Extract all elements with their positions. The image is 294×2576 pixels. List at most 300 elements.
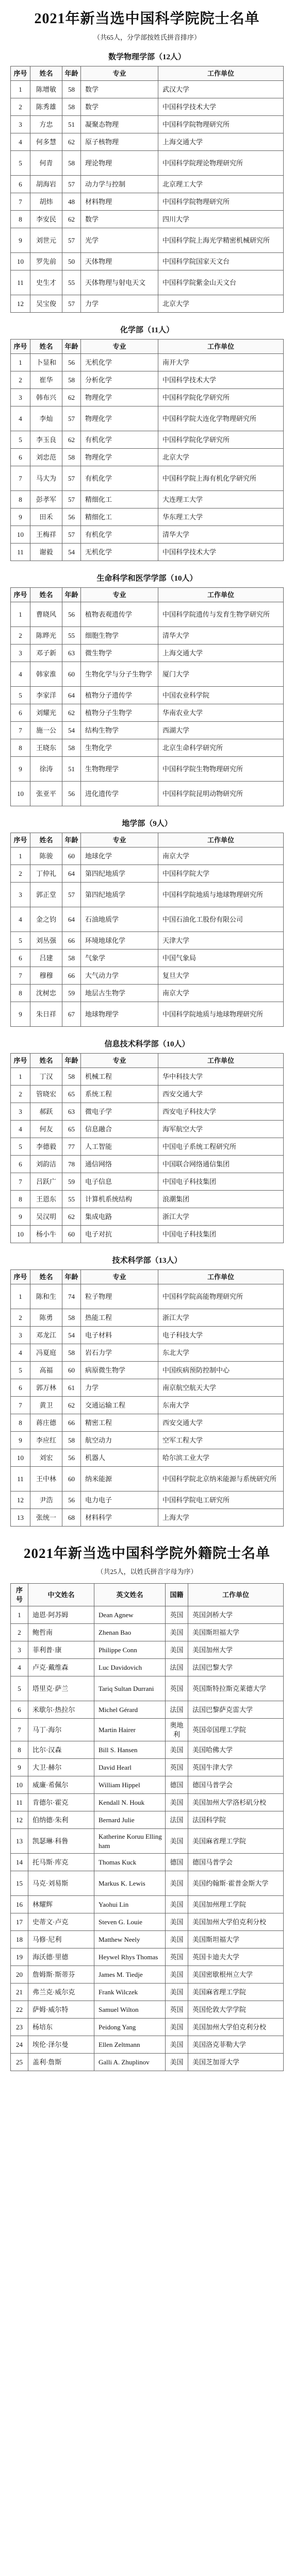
- header-idx: 序号: [11, 1270, 30, 1284]
- cell-unit: 华东理工大学: [158, 509, 284, 526]
- cell-idx: 15: [11, 1871, 28, 1896]
- cell-field: 力学: [81, 1379, 158, 1397]
- table-row: [11, 295, 284, 313]
- cell-name: 王恩东: [30, 1191, 62, 1208]
- cell-age: 55: [62, 270, 81, 295]
- cell-age: 64: [62, 687, 81, 704]
- cell-field: 计算机系统结构: [81, 1191, 158, 1208]
- cell-idx: 21: [11, 1984, 28, 2001]
- department-section: [10, 818, 284, 1027]
- cell-unit: 浙江大学: [158, 1208, 284, 1226]
- cell-unit: 中国科学院地质与地球物理研究所: [158, 1002, 284, 1027]
- cell-idx: 14: [11, 1854, 28, 1871]
- cell-name: 曹晓风: [30, 602, 62, 627]
- cell-ename: James M. Tiedje: [94, 1966, 166, 1984]
- cell-idx: 6: [11, 176, 30, 193]
- table-header-row: [11, 1270, 284, 1284]
- department-title: 地学部（9人）: [122, 820, 172, 828]
- cell-age: 51: [62, 116, 81, 133]
- cell-unit: 美国加州理工学院: [188, 1896, 284, 1913]
- cell-unit: 德国马普学会: [188, 1776, 284, 1794]
- cell-unit: 中国科学院高能物理研究所: [158, 1284, 284, 1309]
- cell-field: 岩石力学: [81, 1344, 158, 1362]
- cell-unit: 美国洛克菲勒大学: [188, 2036, 284, 2054]
- cell-idx: 11: [11, 544, 30, 561]
- cell-idx: 18: [11, 1931, 28, 1948]
- table-row: [11, 151, 284, 176]
- cell-age: 56: [62, 509, 81, 526]
- cell-unit: 清华大学: [158, 526, 284, 544]
- cell-unit: 北京大学: [158, 295, 284, 313]
- header-field: 专业: [81, 340, 158, 354]
- cell-unit: 中国科学院昆明动物研究所: [158, 782, 284, 806]
- cell-name: 王晓东: [30, 739, 62, 757]
- cell-unit: 厦门大学: [158, 662, 284, 687]
- cell-unit: 美国斯坦福大学: [188, 1624, 284, 1641]
- cell-unit: 英国伦敦大学学院: [188, 2001, 284, 2019]
- header-unit: 工作单位: [158, 66, 284, 81]
- page-subtitle: （共65人，分学部按姓氏拼音排序）: [93, 33, 201, 41]
- table-row: [11, 687, 284, 704]
- cell-unit: 中国科学院物理研究所: [158, 116, 284, 133]
- header-unit: 工作单位: [158, 1054, 284, 1068]
- cell-name: 陈骏: [30, 848, 62, 865]
- cell-name: 吕建: [30, 950, 62, 967]
- header-age: 年龄: [62, 833, 81, 848]
- cell-field: 地球化学: [81, 848, 158, 865]
- header-field: 专业: [81, 833, 158, 848]
- cell-age: 56: [62, 354, 81, 371]
- cell-ename: Zhenan Bao: [94, 1624, 166, 1641]
- cell-country: 奥地利: [166, 1719, 188, 1741]
- cell-idx: 2: [11, 1309, 30, 1327]
- cell-idx: 9: [11, 228, 30, 253]
- cell-field: 电力电子: [81, 1492, 158, 1509]
- table-row: [11, 627, 284, 645]
- cell-age: 56: [62, 782, 81, 806]
- header-unit: 工作单位: [158, 340, 284, 354]
- table-row: [11, 406, 284, 431]
- cell-unit: 中国农业科学院: [158, 687, 284, 704]
- table-row: [11, 1138, 284, 1156]
- cell-idx: 4: [11, 907, 30, 932]
- cell-idx: 3: [11, 1641, 28, 1659]
- cell-field: 纳米能源: [81, 1467, 158, 1492]
- header-field: 专业: [81, 66, 158, 81]
- cell-field: 交通运输工程: [81, 1397, 158, 1414]
- cell-name: 田禾: [30, 509, 62, 526]
- cell-name: 张亚平: [30, 782, 62, 806]
- foreign-header-row: [11, 1584, 284, 1606]
- cell-name: 沈树忠: [30, 985, 62, 1002]
- table-row: [11, 757, 284, 782]
- cell-cname: 马丁·海尔: [28, 1719, 94, 1741]
- table-row: [11, 81, 284, 98]
- cell-unit: 美国加州大学伯克利分校: [188, 2019, 284, 2036]
- department-table: [10, 587, 284, 806]
- table-row: [11, 1741, 284, 1759]
- cell-idx: 5: [11, 1138, 30, 1156]
- header-unit: 工作单位: [158, 833, 284, 848]
- header-name: 姓名: [30, 1054, 62, 1068]
- cell-idx: 2: [11, 98, 30, 116]
- table-row: [11, 865, 284, 883]
- table-row: [11, 1432, 284, 1449]
- cell-idx: 2: [11, 1624, 28, 1641]
- cell-idx: 4: [11, 1121, 30, 1138]
- cell-age: 60: [62, 1226, 81, 1243]
- cell-country: 美国: [166, 1966, 188, 1984]
- cell-idx: 1: [11, 81, 30, 98]
- cell-idx: 8: [11, 739, 30, 757]
- cell-field: 植物表观遗传学: [81, 602, 158, 627]
- table-row: [11, 1896, 284, 1913]
- cell-name: 陈增敏: [30, 81, 62, 98]
- cell-age: 67: [62, 1002, 81, 1027]
- cell-country: 英国: [166, 1948, 188, 1966]
- cell-cname: 海沃德·里德: [28, 1948, 94, 1966]
- cell-field: 天体物理: [81, 253, 158, 270]
- cell-age: 62: [62, 1208, 81, 1226]
- cell-field: 数学: [81, 211, 158, 228]
- cell-ename: Thomas Kuck: [94, 1854, 166, 1871]
- cell-age: 59: [62, 985, 81, 1002]
- table-row: [11, 1624, 284, 1641]
- table-row: [11, 509, 284, 526]
- table-row: [11, 1984, 284, 2001]
- cell-field: 物理化学: [81, 389, 158, 406]
- cell-unit: 中国科学院大连化学物理研究所: [158, 406, 284, 431]
- cell-cname: 林耀辉: [28, 1896, 94, 1913]
- header-ename: 英文姓名: [94, 1584, 166, 1606]
- cell-cname: 凯瑟琳·科鲁: [28, 1829, 94, 1854]
- cell-idx: 6: [11, 1379, 30, 1397]
- cell-age: 57: [62, 466, 81, 491]
- cell-field: 光学: [81, 228, 158, 253]
- cell-age: 57: [62, 406, 81, 431]
- cell-name: 何青: [30, 151, 62, 176]
- cell-ename: Bill S. Hansen: [94, 1741, 166, 1759]
- cell-unit: 美国芝加哥大学: [188, 2054, 284, 2071]
- cell-ename: Luc Davidovich: [94, 1659, 166, 1676]
- cell-name: 丁仲礼: [30, 865, 62, 883]
- cell-unit: 中国电子科技集团: [158, 1226, 284, 1243]
- table-row: [11, 662, 284, 687]
- table-row: [11, 2001, 284, 2019]
- cell-name: 杨小牛: [30, 1226, 62, 1243]
- cell-field: 生物化学: [81, 739, 158, 757]
- department-table: [10, 66, 284, 313]
- cell-age: 58: [62, 371, 81, 389]
- cell-age: 50: [62, 253, 81, 270]
- cell-name: 郝跃: [30, 1103, 62, 1121]
- cell-country: 美国: [166, 2054, 188, 2071]
- cell-ename: Philippe Conn: [94, 1641, 166, 1659]
- cell-name: 谢毅: [30, 544, 62, 561]
- cell-unit: 中国科学院国家天文台: [158, 253, 284, 270]
- table-row: [11, 1871, 284, 1896]
- cell-unit: 英国斯特拉斯克莱德大学: [188, 1676, 284, 1701]
- cell-idx: 10: [11, 253, 30, 270]
- cell-cname: 杨培东: [28, 2019, 94, 2036]
- cell-age: 77: [62, 1138, 81, 1156]
- table-row: [11, 1156, 284, 1173]
- table-row: [11, 1913, 284, 1931]
- cell-name: 马大为: [30, 466, 62, 491]
- table-row: [11, 1002, 284, 1027]
- department-section: [10, 324, 284, 561]
- cell-idx: 5: [11, 932, 30, 950]
- cell-field: 航空动力: [81, 1432, 158, 1449]
- cell-unit: 中国科学院地质与地球物理研究所: [158, 883, 284, 907]
- table-row: [11, 907, 284, 932]
- cell-unit: 中国科学院上海光学精密机械研究所: [158, 228, 284, 253]
- departments-container: [10, 51, 284, 1527]
- cell-age: 65: [62, 1121, 81, 1138]
- cell-field: 微电子学: [81, 1103, 158, 1121]
- table-row: [11, 1208, 284, 1226]
- cell-name: 李安民: [30, 211, 62, 228]
- cell-unit: 天津大学: [158, 932, 284, 950]
- table-row: [11, 116, 284, 133]
- cell-field: 电子对抗: [81, 1226, 158, 1243]
- cell-idx: 9: [11, 1208, 30, 1226]
- header-idx: 序号: [11, 588, 30, 602]
- cell-unit: 大连理工大学: [158, 491, 284, 509]
- table-header-row: [11, 588, 284, 602]
- header-unit: 工作单位: [188, 1584, 284, 1606]
- cell-idx: 4: [11, 662, 30, 687]
- cell-field: 有机化学: [81, 526, 158, 544]
- cell-age: 58: [62, 449, 81, 466]
- table-row: [11, 466, 284, 491]
- cell-unit: 美国加州大学洛杉矶分校: [188, 1794, 284, 1811]
- cell-age: 58: [62, 950, 81, 967]
- cell-age: 58: [62, 81, 81, 98]
- cell-age: 51: [62, 757, 81, 782]
- cell-field: 地层古生物学: [81, 985, 158, 1002]
- cell-field: 精密工程: [81, 1414, 158, 1432]
- table-row: [11, 449, 284, 466]
- cell-age: 58: [62, 1344, 81, 1362]
- cell-idx: 7: [11, 722, 30, 739]
- cell-idx: 9: [11, 1002, 30, 1027]
- table-row: [11, 1068, 284, 1086]
- table-row: [11, 431, 284, 449]
- cell-field: 热能工程: [81, 1309, 158, 1327]
- cell-field: 集成电路: [81, 1208, 158, 1226]
- cell-field: 进化遗传学: [81, 782, 158, 806]
- department-title: 生命科学和医学学部（10人）: [96, 574, 198, 583]
- cell-idx: 8: [11, 1741, 28, 1759]
- cell-idx: 13: [11, 1509, 30, 1527]
- cell-country: 美国: [166, 1794, 188, 1811]
- cell-unit: 中国石油化工股份有限公司: [158, 907, 284, 932]
- cell-age: 62: [62, 211, 81, 228]
- cell-field: 材料科学: [81, 1509, 158, 1527]
- cell-name: 李灿: [30, 406, 62, 431]
- cell-unit: 浙江大学: [158, 1309, 284, 1327]
- foreign-title: 2021年新当选中国科学院外籍院士名单: [24, 1546, 270, 1561]
- cell-idx: 8: [11, 1191, 30, 1208]
- table-row: [11, 985, 284, 1002]
- cell-cname: 托马斯·库克: [28, 1854, 94, 1871]
- table-row: [11, 602, 284, 627]
- table-row: [11, 1414, 284, 1432]
- cell-country: 美国: [166, 1913, 188, 1931]
- cell-country: 美国: [166, 1641, 188, 1659]
- cell-ename: Martin Hairer: [94, 1719, 166, 1741]
- cell-field: 第四纪地质学: [81, 865, 158, 883]
- cell-cname: 萨姆·威尔特: [28, 2001, 94, 2019]
- cell-idx: 7: [11, 1173, 30, 1191]
- table-row: [11, 1931, 284, 1948]
- header-idx: 序号: [11, 340, 30, 354]
- cell-name: 罗先前: [30, 253, 62, 270]
- cell-country: 英国: [166, 1676, 188, 1701]
- cell-idx: 1: [11, 848, 30, 865]
- cell-idx: 8: [11, 1414, 30, 1432]
- table-row: [11, 1103, 284, 1121]
- cell-unit: 中国科学院紫金山天文台: [158, 270, 284, 295]
- header-age: 年龄: [62, 1054, 81, 1068]
- cell-name: 刘韵洁: [30, 1156, 62, 1173]
- table-row: [11, 1492, 284, 1509]
- cell-unit: 华中科技大学: [158, 1068, 284, 1086]
- table-row: [11, 371, 284, 389]
- cell-cname: 卢克·戴维森: [28, 1659, 94, 1676]
- cell-idx: 7: [11, 466, 30, 491]
- cell-country: 法国: [166, 1659, 188, 1676]
- cell-cname: 大卫·赫尔: [28, 1759, 94, 1776]
- foreign-subtitle: （共25人，以姓氏拼音字母为序）: [96, 1568, 198, 1575]
- table-row: [11, 1397, 284, 1414]
- cell-name: 丁汉: [30, 1068, 62, 1086]
- table-row: [11, 1086, 284, 1103]
- cell-ename: Markus K. Lewis: [94, 1871, 166, 1896]
- cell-name: 高福: [30, 1362, 62, 1379]
- cell-unit: 中国科学院北京纳米能源与系统研究所: [158, 1467, 284, 1492]
- table-row: [11, 704, 284, 722]
- cell-unit: 美国斯坦福大学: [188, 1931, 284, 1948]
- cell-age: 59: [62, 1173, 81, 1191]
- cell-idx: 25: [11, 2054, 28, 2071]
- table-row: [11, 2036, 284, 2054]
- cell-country: 美国: [166, 1984, 188, 2001]
- cell-field: 天体物理与射电天文: [81, 270, 158, 295]
- cell-age: 57: [62, 295, 81, 313]
- table-row: [11, 1121, 284, 1138]
- department-table: [10, 833, 284, 1027]
- cell-name: 刘世元: [30, 228, 62, 253]
- cell-idx: 10: [11, 1776, 28, 1794]
- cell-idx: 12: [11, 1492, 30, 1509]
- cell-unit: 上海交通大学: [158, 133, 284, 151]
- table-row: [11, 1676, 284, 1701]
- cell-unit: 英国帝国理工学院: [188, 1719, 284, 1741]
- cell-idx: 10: [11, 526, 30, 544]
- table-row: [11, 950, 284, 967]
- cell-unit: 中国科学院化学研究所: [158, 431, 284, 449]
- cell-unit: 南京大学: [158, 848, 284, 865]
- header-age: 年龄: [62, 340, 81, 354]
- cell-name: 崔华: [30, 371, 62, 389]
- cell-unit: 美国哈佛大学: [188, 1741, 284, 1759]
- table-header-row: [11, 340, 284, 354]
- cell-field: 原子核物理: [81, 133, 158, 151]
- cell-age: 78: [62, 1156, 81, 1173]
- cell-field: 无机化学: [81, 544, 158, 561]
- cell-field: 分析化学: [81, 371, 158, 389]
- cell-unit: 美国麻省理工学院: [188, 1829, 284, 1854]
- cell-unit: 西安电子科技大学: [158, 1103, 284, 1121]
- table-row: [11, 1794, 284, 1811]
- cell-unit: 上海大学: [158, 1509, 284, 1527]
- header-age: 年龄: [62, 66, 81, 81]
- cell-name: 卜显和: [30, 354, 62, 371]
- cell-age: 66: [62, 932, 81, 950]
- table-row: [11, 1641, 284, 1659]
- cell-idx: 5: [11, 1362, 30, 1379]
- table-row: [11, 1606, 284, 1624]
- cell-field: 植物分子生物学: [81, 704, 158, 722]
- table-row: [11, 1829, 284, 1854]
- cell-age: 58: [62, 1309, 81, 1327]
- cell-idx: 13: [11, 1829, 28, 1854]
- cell-name: 王中林: [30, 1467, 62, 1492]
- header-idx: 序号: [11, 833, 30, 848]
- table-row: [11, 354, 284, 371]
- cell-cname: 埃伦·泽尔曼: [28, 2036, 94, 2054]
- cell-field: 数学: [81, 81, 158, 98]
- cell-idx: 3: [11, 645, 30, 662]
- cell-idx: 9: [11, 757, 30, 782]
- cell-idx: 6: [11, 704, 30, 722]
- cell-idx: 6: [11, 950, 30, 967]
- cell-age: 60: [62, 848, 81, 865]
- cell-age: 56: [62, 602, 81, 627]
- cell-unit: 中国科学技术大学: [158, 371, 284, 389]
- cell-unit: 上海交通大学: [158, 645, 284, 662]
- cell-idx: 2: [11, 371, 30, 389]
- cell-unit: 中国电子科技集团: [158, 1173, 284, 1191]
- cell-country: 美国: [166, 1829, 188, 1854]
- cell-ename: Dean Agnew: [94, 1606, 166, 1624]
- cell-unit: 法国巴黎大学: [188, 1659, 284, 1676]
- cell-unit: 美国加州大学: [188, 1641, 284, 1659]
- department-title: 信息技术科学部（10人）: [104, 1040, 190, 1048]
- cell-unit: 清华大学: [158, 627, 284, 645]
- cell-unit: 法国科学院: [188, 1811, 284, 1829]
- cell-idx: 10: [11, 1226, 30, 1243]
- cell-ename: Frank Wilczek: [94, 1984, 166, 2001]
- table-row: [11, 98, 284, 116]
- cell-field: 精细化工: [81, 491, 158, 509]
- cell-country: 美国: [166, 1624, 188, 1641]
- table-row: [11, 1284, 284, 1309]
- cell-idx: 4: [11, 1344, 30, 1362]
- cell-name: 邓子新: [30, 645, 62, 662]
- cell-country: 英国: [166, 1759, 188, 1776]
- header-idx: 序号: [11, 66, 30, 81]
- cell-unit: 法国巴黎萨克雷大学: [188, 1701, 284, 1719]
- cell-field: 数学: [81, 98, 158, 116]
- cell-name: 吴宝俊: [30, 295, 62, 313]
- cell-unit: 美国麻省理工学院: [188, 1984, 284, 2001]
- cell-idx: 1: [11, 1068, 30, 1086]
- cell-age: 56: [62, 1449, 81, 1467]
- table-row: [11, 491, 284, 509]
